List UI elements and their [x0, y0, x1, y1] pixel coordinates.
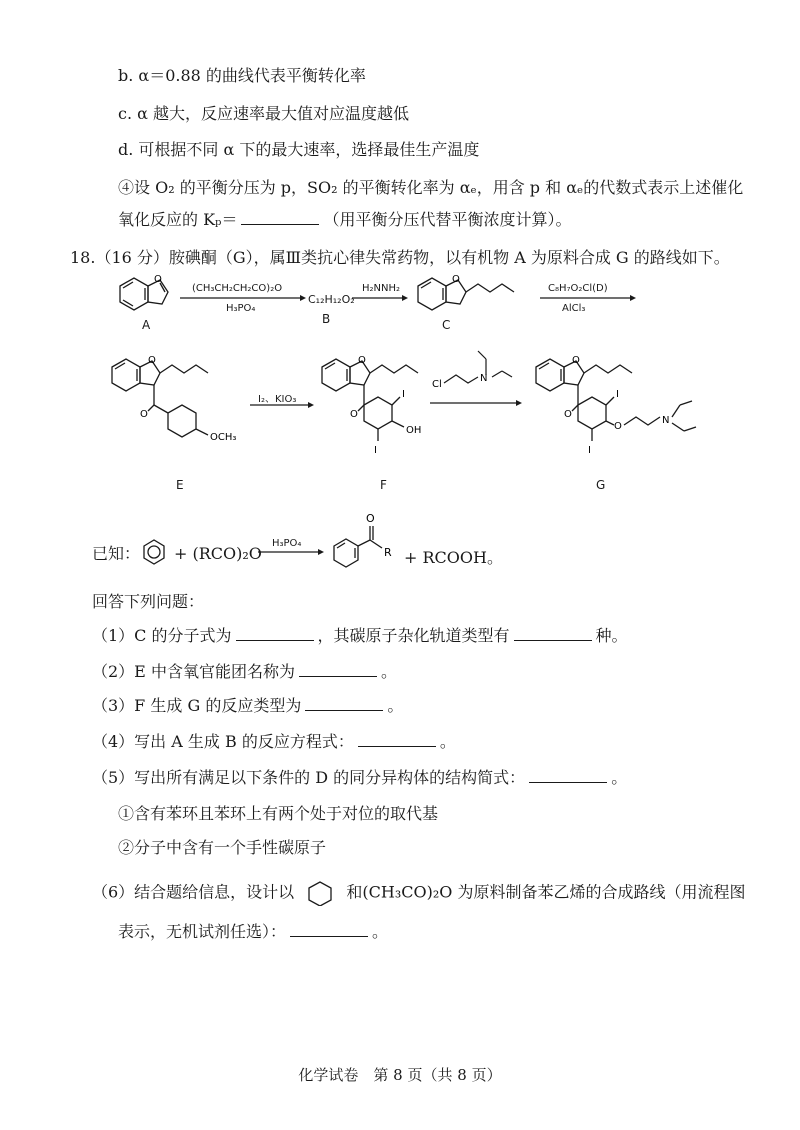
g-ether-o: O: [614, 421, 622, 432]
structure-c: [418, 278, 514, 310]
sub4-text-b: 。: [439, 732, 456, 751]
sub4-blank: [358, 732, 436, 747]
sub6-blank: [290, 922, 368, 937]
sub6-text-a: （6）结合题给信息，设计以: [92, 882, 295, 902]
sub-question-2: [92, 662, 397, 682]
c-ring-o: O: [452, 274, 460, 285]
sub2-text-a: （2）E 中含氧官能团名称为: [92, 662, 295, 681]
structure-f: [322, 359, 418, 441]
known-reagent-anhydride: + (RCO)₂O: [174, 544, 262, 563]
page-footer: 化学试卷 第 8 页（共 8 页）: [298, 1066, 502, 1084]
condition-1: ①含有苯环且苯环上有两个处于对位的取代基: [118, 804, 439, 823]
f-iodo-bottom: I: [374, 445, 377, 456]
sub6-text-c: 表示，无机试剂任选）：: [118, 922, 287, 941]
benzene-icon: [305, 880, 335, 906]
formula-b: C₁₂H₁₂O₂: [308, 293, 355, 306]
g-ring-o: O: [572, 355, 580, 366]
question-4-kp: [118, 210, 571, 230]
sub4-text-a: （4）写出 A 生成 B 的反应方程式：: [92, 732, 354, 751]
e-methoxy: OCH₃: [210, 432, 237, 443]
sub-question-5: [92, 768, 627, 788]
sub5-text-a: （5）写出所有满足以下条件的 D 的同分异构体的结构简式：: [92, 768, 526, 787]
label-c: C: [442, 318, 451, 332]
sub-question-3: [92, 696, 403, 716]
sub1-blank-2: [514, 626, 592, 641]
label-b: B: [322, 312, 331, 326]
sub-question-4: [92, 732, 456, 752]
sub3-blank: [305, 696, 383, 711]
sub2-blank: [299, 662, 377, 677]
reagent-fg-cl: Cl: [432, 379, 442, 390]
sub-question-1: [92, 626, 628, 646]
kp-blank: [241, 210, 319, 225]
f-carbonyl-o: O: [350, 409, 358, 420]
sub3-text-a: （3）F 生成 G 的反应类型为: [92, 696, 302, 715]
g-amine-n: N: [662, 415, 670, 426]
reagent-bc: H₂NNH₂: [362, 283, 401, 294]
sub2-text-b: 。: [380, 662, 397, 681]
reagent-ab-top: (CH₃CH₂CH₂CO)₂O: [192, 283, 283, 294]
sub6-text-b: 和(CH₃CO)₂O 为原料制备苯乙烯的合成路线（用流程图: [346, 882, 746, 902]
g-iodo-top: I: [616, 389, 619, 400]
sub1-text-a: （1）C 的分子式为: [92, 626, 232, 645]
label-f: F: [380, 478, 387, 492]
condition-2: ②分子中含有一个手性碳原子: [118, 838, 327, 857]
known-byproduct: + RCOOH。: [404, 548, 503, 567]
e-carbonyl-o: O: [140, 409, 148, 420]
a-ring-o: O: [154, 274, 162, 285]
known-product-r: R: [384, 546, 392, 559]
option-b: b. α＝0.88 的曲线代表平衡转化率: [118, 66, 366, 85]
sub5-text-b: 。: [611, 768, 628, 787]
reagent-fg-n: N: [480, 373, 488, 384]
label-e: E: [176, 478, 184, 492]
sub1-text-c: 种。: [595, 626, 628, 645]
sub-question-6-cont: [118, 922, 388, 942]
q18-header: 18.（16 分）胺碘酮（G），属Ⅲ类抗心律失常药物，以有机物 A 为原料合成 G 的路线如下。: [70, 248, 730, 267]
label-g: G: [596, 478, 606, 492]
label-a: A: [142, 318, 151, 332]
sub3-text-b: 。: [387, 696, 404, 715]
known-product: [334, 526, 382, 567]
known-benzene: [144, 540, 164, 564]
option-c: c. α 越大，反应速率最大值对应温度越低: [118, 104, 410, 123]
known-product-o: O: [366, 512, 375, 525]
reagent-cd-bottom: AlCl₃: [562, 303, 586, 314]
sub6-text-d: 。: [372, 922, 389, 941]
kp-note: （用平衡分压代替平衡浓度计算）。: [323, 210, 572, 229]
answer-intro: 回答下列问题：: [92, 592, 205, 611]
reaction-scheme-row2: [100, 345, 740, 465]
f-ring-o: O: [358, 355, 366, 366]
structure-e: [112, 359, 208, 437]
f-hydroxyl: OH: [406, 425, 422, 436]
reagent-ab-bottom: H₃PO₄: [226, 303, 256, 314]
known-reagent-catalyst: H₃PO₄: [272, 538, 302, 549]
reagent-cd-top: C₈H₇O₂Cl(D): [548, 283, 608, 294]
reagent-fg-structure: [444, 351, 512, 383]
option-d: d. 可根据不同 α 下的最大速率，选择最佳生产温度: [118, 140, 480, 159]
known-prefix: 已知：: [92, 544, 141, 563]
kp-label: 氧化反应的 Kₚ＝: [118, 210, 238, 229]
reaction-scheme-row1: [100, 272, 740, 336]
e-ring-o: O: [148, 355, 156, 366]
sub-question-6: [92, 880, 745, 906]
g-carbonyl-o: O: [564, 409, 572, 420]
sub1-text-b: ，其碳原子杂化轨道类型有: [317, 626, 510, 645]
question-4-text: ④设 O₂ 的平衡分压为 p，SO₂ 的平衡转化率为 αₑ，用含 p 和 αₑ的代数式表示上述催化: [118, 178, 744, 197]
f-iodo-top: I: [402, 389, 405, 400]
reagent-ef: I₂、KIO₃: [258, 394, 297, 405]
sub1-blank-1: [236, 626, 314, 641]
sub5-blank: [529, 768, 607, 783]
g-iodo-bottom: I: [588, 445, 591, 456]
